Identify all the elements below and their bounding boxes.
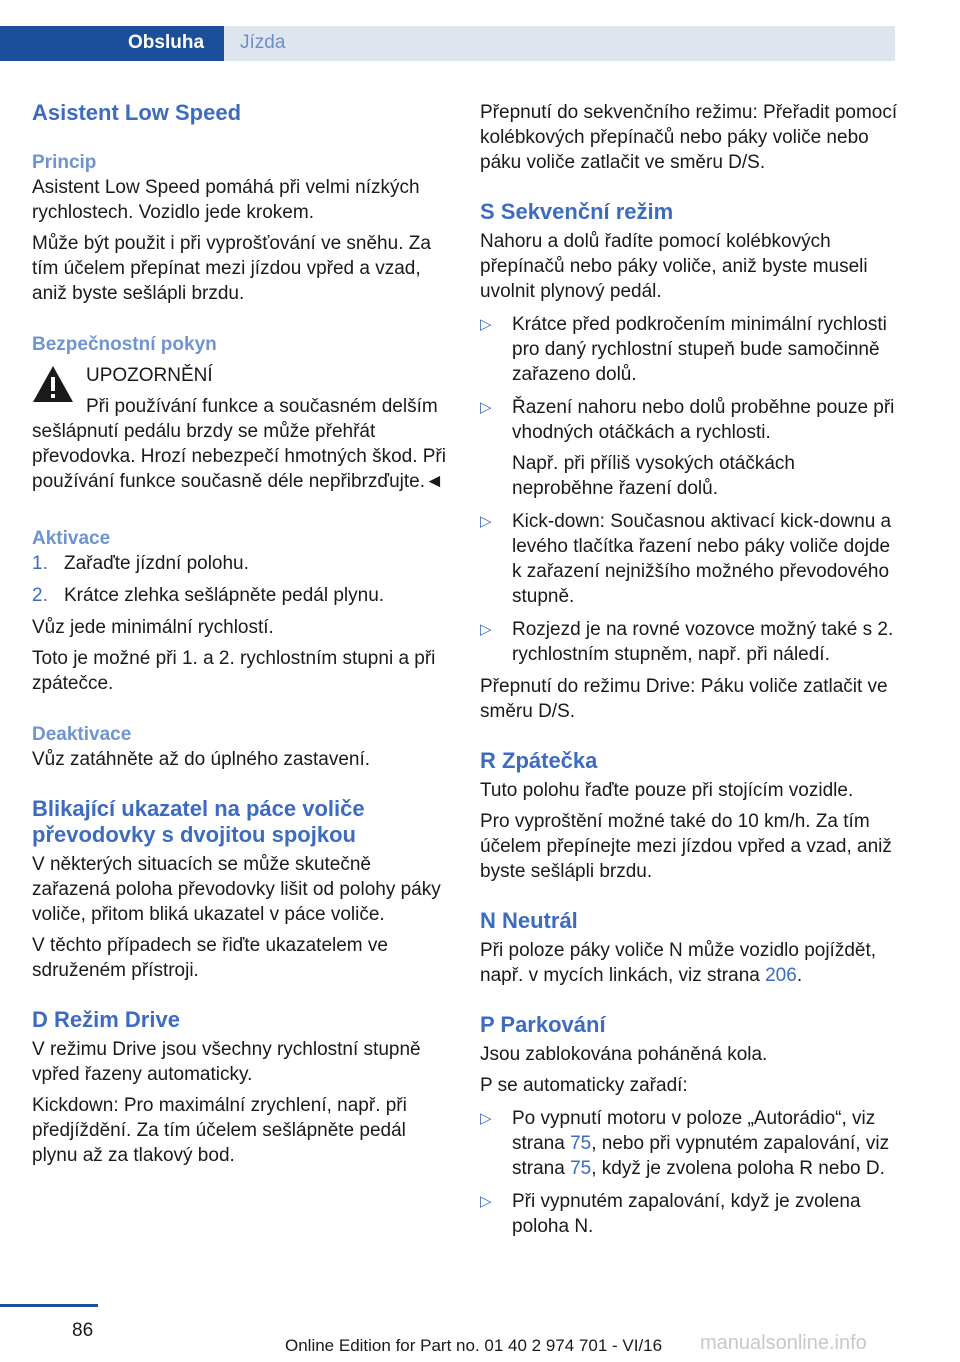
paragraph: Tuto polohu řaďte pouze při stojícím vozidle. [480,780,854,801]
warning-text: Při používání funkce a současném delším sešlápnutí pedálu brzdy se může přehřát převodovka. Hrozí nebezpečí hmotných škod. Při používání funkce současně déle nepřibrzďujte.◄ [32,396,446,492]
page-link[interactable]: 75 [570,1158,592,1179]
text: Po vypnutí motoru v poloze „Autorádio“, viz strana [512,1108,876,1154]
bullet-note: Např. při příliš vysokých otáčkách neproběhne řazení dolů. [512,453,795,499]
paragraph: Přepnutí do sekvenčního režimu: Přeřadit pomocí kolébkových přepínačů nebo páky voliče nebo páku voliče zatlačit ve směru D/S. [480,102,898,173]
text: , když je zvolena poloha R nebo D. [591,1158,885,1179]
header-tabs [0,26,895,61]
tab-obsluha[interactable] [0,26,224,61]
edition-text: Online Edition for Part no. 01 40 2 974 701 - VI/16 [285,1336,663,1355]
list-item [480,509,898,609]
heading-deactivation: Deaktivace [32,724,132,745]
list-item [480,1189,898,1239]
paragraph: Kickdown: Pro maximální zrychlení, např. při předjíždění. Za tím účelem sešlápněte pedál plynu až za tlakový bod. [32,1095,407,1166]
paragraph: Může být použit i při vyprošťování ve sněhu. Za tím účelem přepínat mezi jízdou vpřed a vzad, aniž byste sešlápli brzdu. [32,233,431,304]
list-item [32,551,450,576]
paragraph [480,938,898,988]
triangle-right-icon: ▷ [480,316,492,333]
bullet-text: Při vypnutém zapalování, když je zvolena poloha N. [512,1191,861,1237]
bullet-text: Kick-down: Současnou aktivací kick-downu a levého tlačítka řazení nebo páky voliče dojde k zařazení nejnižšího možného převodového stupně. [512,511,892,607]
text: Při poloze páky voliče N může vozidlo pojíždět, např. v mycích linkách, viz strana [480,940,877,986]
step-text: Zařaďte jízdní polohu. [64,553,249,574]
right-column [480,100,898,1239]
park-bullets [480,1106,898,1239]
page-number: 86 [72,1320,94,1341]
sequential-bullets [480,312,898,667]
paragraph: Přepnutí do režimu Drive: Páku voliče zatlačit ve směru D/S. [480,676,888,722]
section-title-drive: D Režim Drive [32,1007,180,1032]
section-title-park: P Parkování [480,1012,606,1037]
footer-rule [0,1304,98,1307]
list-item [480,312,898,387]
paragraph: V těchto případech se řiďte ukazatelem ve sdruženém přístroji. [32,935,388,981]
paragraph: V režimu Drive jsou všechny rychlostní stupně vpřed řazeny automaticky. [32,1039,421,1085]
bullet-text: Rozjezd je na rovné vozovce možný také s 2. rychlostním stupněm, např. při náledí. [512,619,894,665]
paragraph: Asistent Low Speed pomáhá při velmi nízkých rychlostech. Vozidlo jede krokem. [32,177,420,223]
tab-jizda-label: Jízda [240,32,286,53]
paragraph: V některých situacích se může skutečně zařazená poloha převodovky lišit od polohy páky voliče, přitom bliká ukazatel v páce voliče. [32,854,441,925]
tab-obsluha-label: Obsluha [128,32,205,53]
section-title-sequential: S Sekvenční režim [480,199,674,224]
paragraph: Vůz jede minimální rychlostí. [32,617,274,638]
text: . [796,965,803,986]
heading-safety: Bezpečnostní pokyn [32,334,217,355]
warning-box [32,363,450,494]
list-item [32,583,450,608]
activation-steps [32,551,450,608]
triangle-right-icon: ▷ [480,399,492,416]
watermark: manualsonline.info [700,1332,867,1354]
page-link[interactable]: 75 [570,1133,592,1154]
step-text: Krátce zlehka sešlápněte pedál plynu. [64,585,385,606]
list-item [480,395,898,501]
section-title-neutral: N Neutrál [480,908,578,933]
left-column [32,100,450,1168]
bullet-text: Řazení nahoru nebo dolů proběhne pouze při vhodných otáčkách a rychlosti. [512,397,895,443]
warning-title: UPOZORNĚNÍ [86,365,213,386]
warning-triangle-icon [32,365,74,403]
text: , nebo při vypnutém zapalování, viz strana [512,1133,890,1179]
triangle-right-icon: ▷ [480,1110,492,1127]
paragraph: Vůz zatáhněte až do úplného zastavení. [32,749,371,770]
section-title-reverse: R Zpátečka [480,748,598,773]
triangle-right-icon: ▷ [480,621,492,638]
triangle-right-icon: ▷ [480,513,492,530]
page-link[interactable]: 206 [765,965,797,986]
step-number: 1. [32,553,48,574]
section-title-blinker: Blikající ukazatel na páce voliče převodovky s dvojitou spojkou [32,796,365,847]
paragraph: P se automaticky zařadí: [480,1075,688,1096]
heading-principle: Princip [32,152,97,173]
list-item [480,1106,898,1181]
bullet-text: Krátce před podkročením minimální rychlosti pro daný rychlostní stupeň bude samočinně zařazeno dolů. [512,314,887,385]
heading-activation: Aktivace [32,528,111,549]
triangle-right-icon: ▷ [480,1193,492,1210]
tab-jizda[interactable] [224,26,895,61]
step-number: 2. [32,585,48,606]
paragraph: Pro vyproštění možné také do 10 km/h. Za tím účelem přepínejte mezi jízdou vpřed a vzad, aniž byste sešlápli brzdu. [480,811,892,882]
paragraph: Jsou zablokována poháněná kola. [480,1044,768,1065]
paragraph: Toto je možné při 1. a 2. rychlostním stupni a při zpátečce. [32,648,436,694]
list-item [480,617,898,667]
section-title-low-speed: Asistent Low Speed [32,100,242,125]
paragraph: Nahoru a dolů řadíte pomocí kolébkových přepínačů nebo páky voliče, aniž byste museli uvolnit plynový pedál. [480,231,868,302]
